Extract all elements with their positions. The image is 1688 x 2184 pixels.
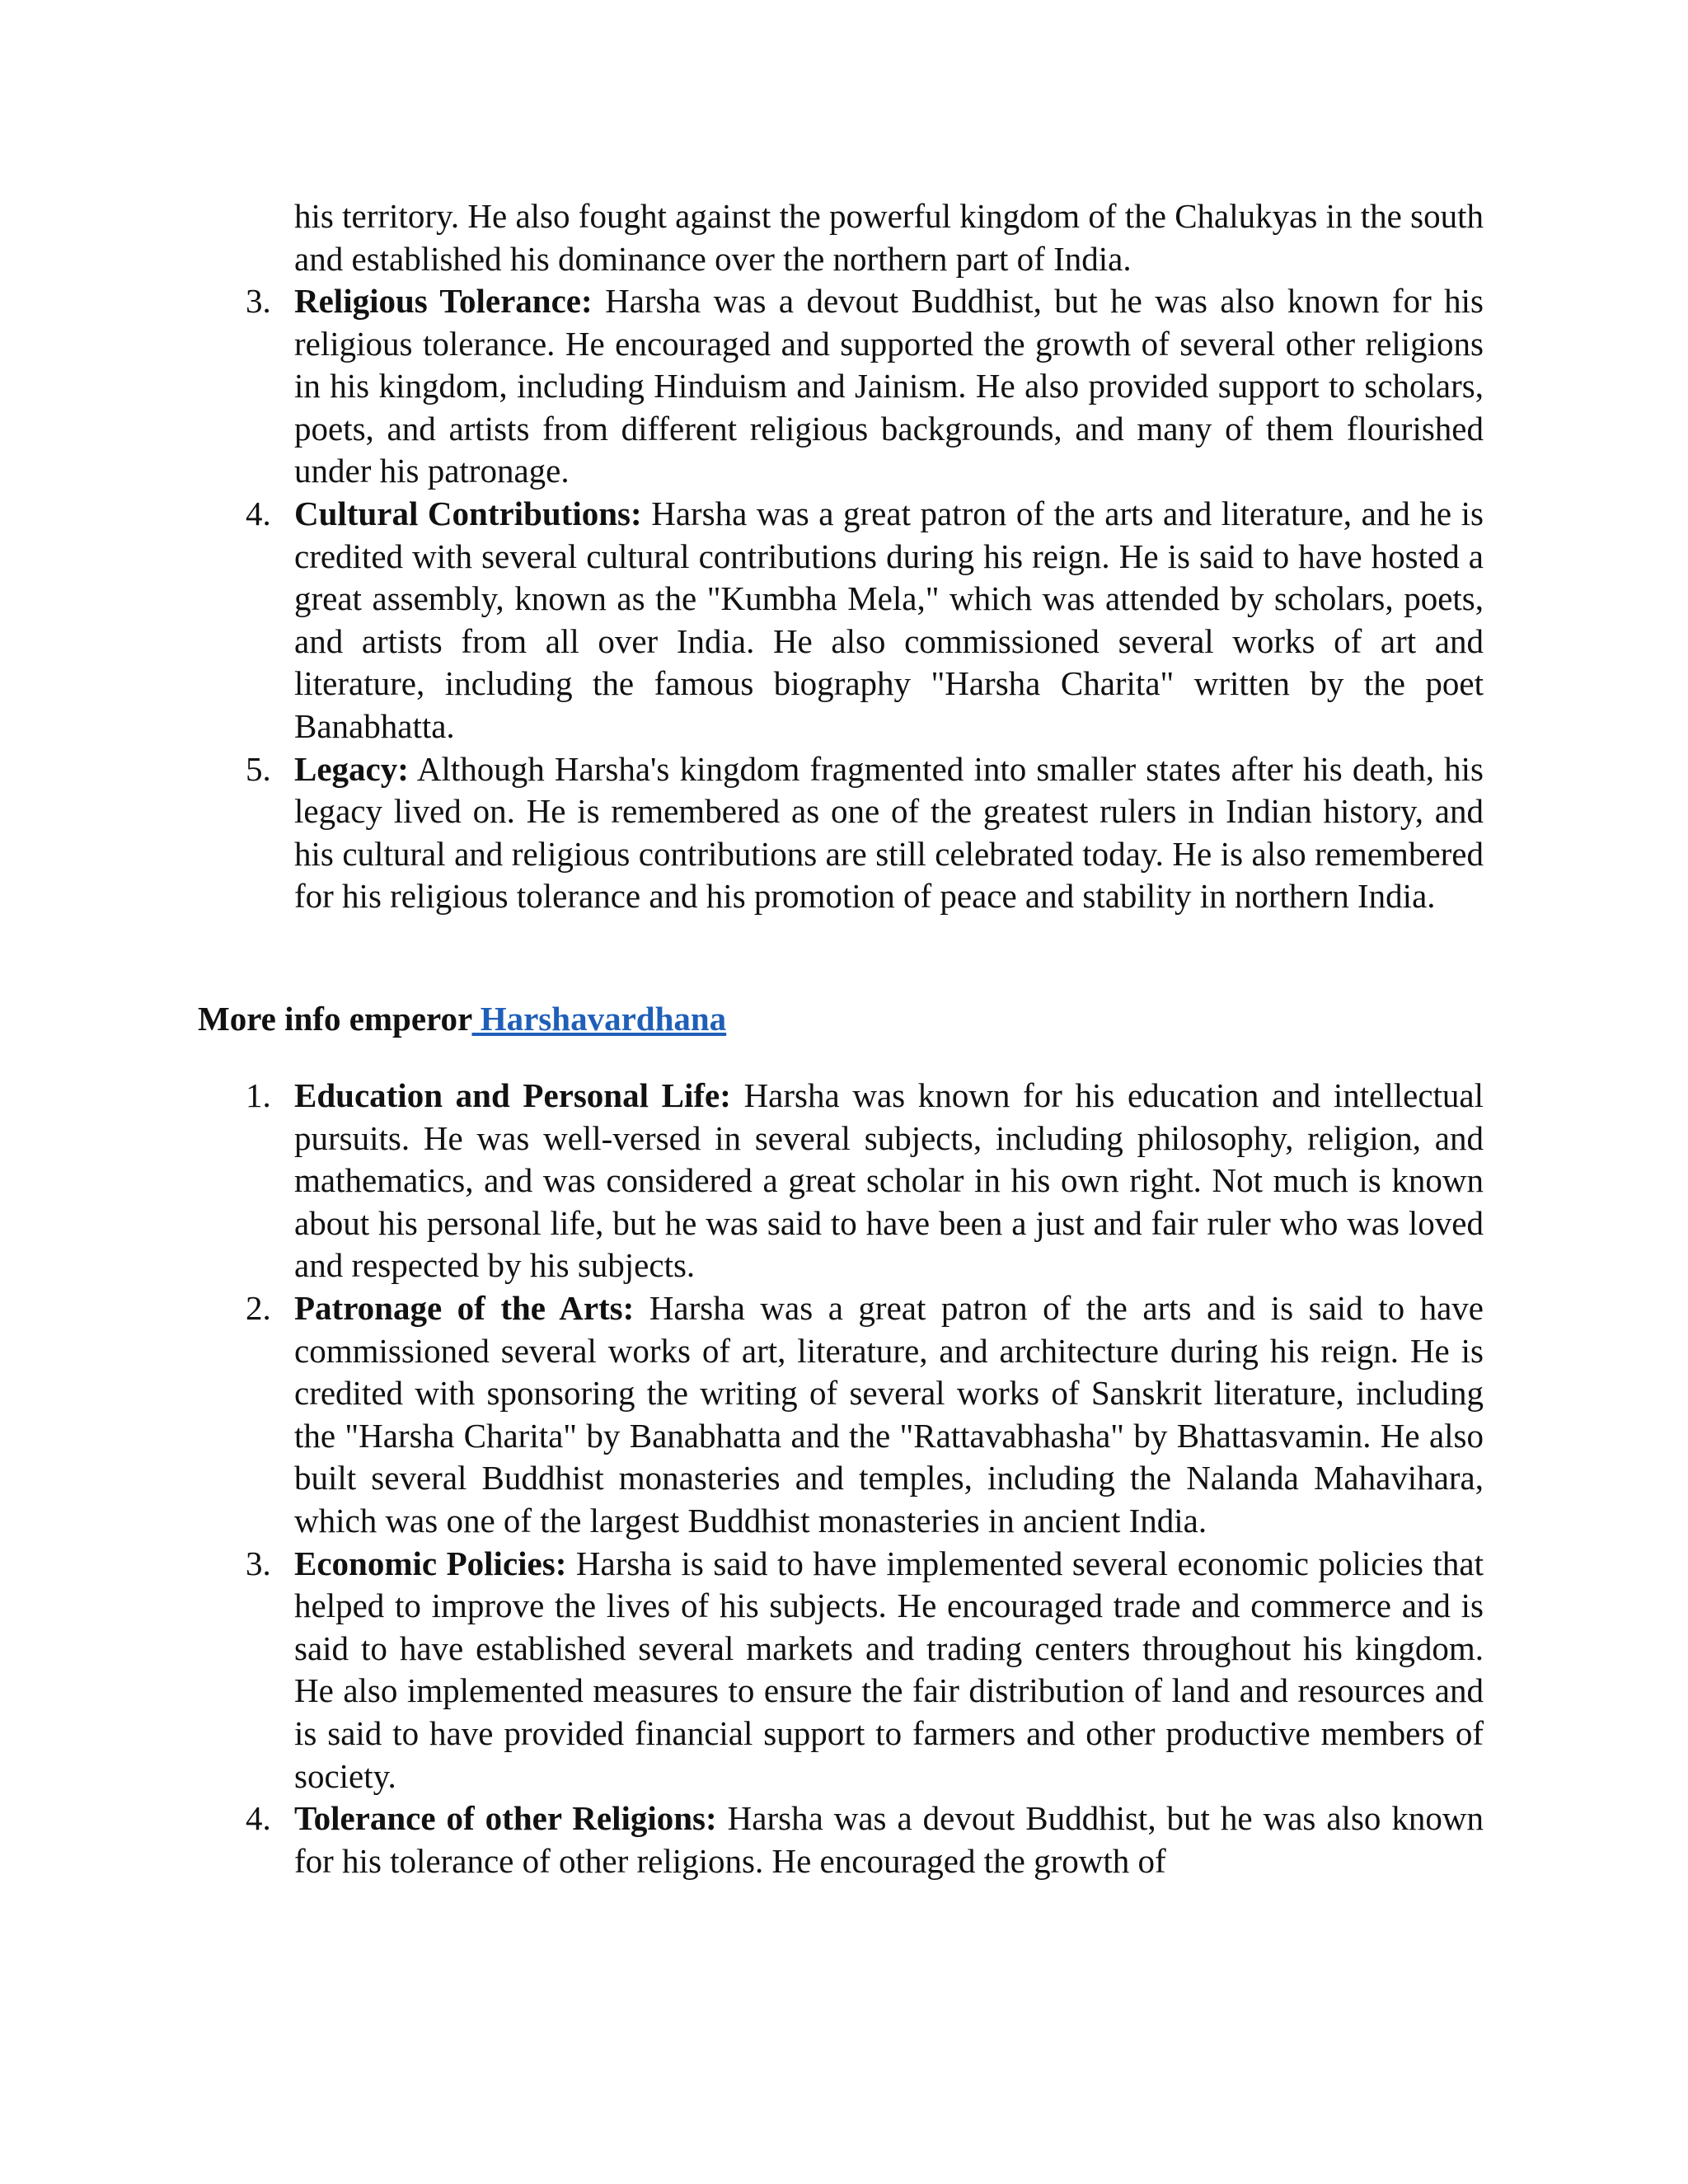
item-number: 3. (246, 282, 271, 320)
item-title: Education and Personal Life: (294, 1076, 731, 1114)
item-number: 1. (246, 1076, 271, 1114)
list-item (198, 280, 1484, 493)
list-item (198, 1543, 1484, 1798)
item-title: Cultural Contributions: (294, 494, 642, 532)
item-title: Patronage of the Arts: (294, 1288, 635, 1327)
list-item (198, 1287, 1484, 1543)
section-heading (198, 998, 726, 1041)
list-item (198, 1797, 1484, 1882)
item-text: Harsha was a great patron of the arts and is said to have commissioned several works of art, literature, and architecture during his reign. He is credited with sponsoring the writing of several works of Sanskrit literature, including the "Harsha Charita" by Banabhatta and the "Rattavabhasha" by Bhattasvamin. He also built several Buddhist monasteries and temples, including the Nalanda Mahavihara, which was one of the largest Buddhist monasteries in ancient India. (294, 1288, 1484, 1540)
item-number: 4. (246, 1799, 271, 1838)
item-text: Harsha was known for his education and intellectual pursuits. He was well-versed in several subjects, including philosophy, religion, and mathematics, and was considered a great scholar in his own right. Not much is known about his personal life, but he was said to have been a just and fair ruler who was loved and respected by his subjects. (294, 1076, 1484, 1285)
item-title: Legacy: (294, 749, 409, 788)
list-item (198, 1075, 1484, 1287)
item-text: Harsha was a devout Buddhist, but he was also known for his tolerance of other religions. He encouraged the growth of (294, 1799, 1484, 1880)
heading-text: More info emperor (198, 1000, 472, 1038)
item-number: 4. (246, 494, 271, 532)
item-title: Religious Tolerance: (294, 282, 593, 320)
item-number: 2. (246, 1288, 271, 1327)
item-number: 5. (246, 749, 271, 788)
item-text: Harsha is said to have implemented several economic policies that helped to improve the lives of his subjects. He encouraged trade and commerce and is said to have established several markets and trading centers throughout his kingdom. He also implemented measures to ensure the fair distribution of land and resources and is said to have provided financial support to farmers and other productive members of society. (294, 1544, 1484, 1795)
harshavardhana-link[interactable]: Harshavardhana (471, 1000, 727, 1038)
list-item (198, 748, 1484, 918)
item-text: Harsha was a great patron of the arts and literature, and he is credited with several cultural contributions during his reign. He is said to have hosted a great assembly, known as the "Kumbha Mela," which was attended by scholars, poets, and artists from all over India. He also commissioned several works of art and literature, including the famous biography "Harsha Charita" written by the poet Banabhatta. (294, 494, 1484, 745)
item-text: Although Harsha's kingdom fragmented into smaller states after his death, his legacy lived on. He is remembered as one of the greatest rulers in Indian history, and his cultural and religious contributions are still celebrated today. He is also remembered for his religious tolerance and his promotion of peace and stability in northern India. (294, 749, 1484, 916)
continued-paragraph: his territory. He also fought against the powerful kingdom of the Chalukyas in the south and established his dominance over the northern part of India. (294, 197, 1484, 278)
item-number: 3. (246, 1544, 271, 1582)
list-item (198, 493, 1484, 748)
item-title: Tolerance of other Religions: (294, 1799, 717, 1838)
more-info-list (198, 1075, 1484, 1882)
item-title: Economic Policies: (294, 1544, 567, 1582)
item-text: Harsha was a devout Buddhist, but he was also known for his religious tolerance. He encouraged and supported the growth of several other religions in his kingdom, including Hinduism and Jainism. He also provided support to scholars, poets, and artists from different religious backgrounds, and many of them flourished under his patronage. (294, 282, 1484, 490)
reign-facts-list (198, 280, 1484, 918)
